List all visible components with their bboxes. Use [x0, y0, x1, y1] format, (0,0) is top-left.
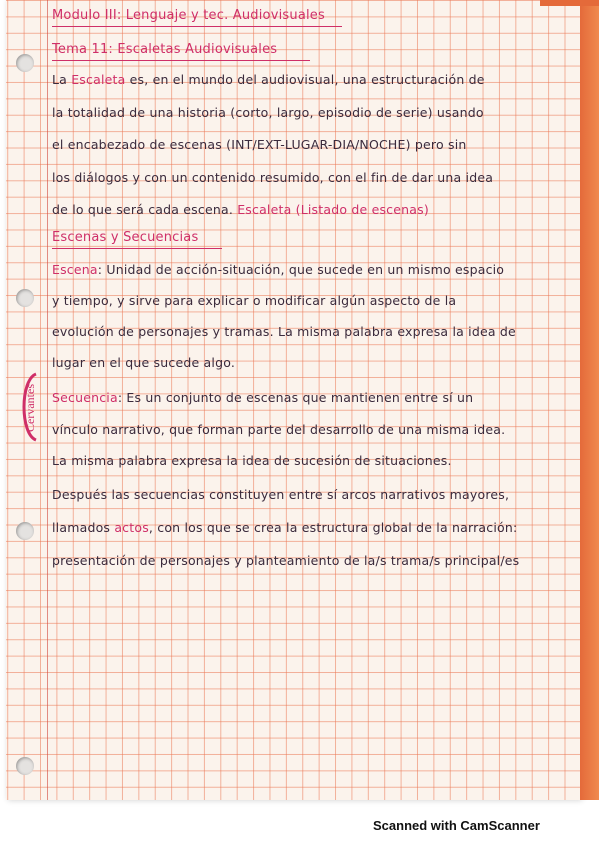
scanner-watermark: Scanned with CamScanner: [373, 818, 540, 833]
text-line: [52, 355, 235, 370]
binder-hole: [16, 522, 34, 540]
text-line: [52, 137, 467, 152]
text-run: los diálogos y con un contenido resumido, con el fin de dar una idea: [52, 169, 494, 185]
text-run: Después las secuencias constituyen entre sí arcos narrativos mayores,: [52, 487, 510, 502]
text-run: de lo que será cada escena.: [52, 202, 238, 217]
text-run: vínculo narrativo, que forman parte del desarrollo de una misma idea.: [52, 421, 506, 437]
text-line: [52, 262, 504, 277]
text-run: : Unidad de acción-situación, que sucede en un mismo espacio: [97, 262, 505, 277]
text-run: , con los que se crea la estructura global de la narración:: [148, 520, 518, 535]
section-underline: [52, 248, 222, 249]
topic-title: Tema 11: Escaletas Audiovisuales: [52, 42, 278, 57]
text-run: presentación de personajes y planteamiento de la/s trama/s principal/es: [52, 553, 520, 568]
page-edge-band: [580, 0, 599, 800]
text-run: evolución de personajes y tramas. La misma palabra expresa la idea de: [52, 324, 516, 339]
text-line: [52, 170, 493, 185]
text-run: el encabezado de escenas (INT/EXT-LUGAR-DIA/NOCHE) pero sin: [52, 137, 467, 152]
topic-underline: [52, 60, 310, 61]
text-line: [52, 422, 505, 437]
highlight-term: actos: [114, 520, 149, 535]
highlight-term: Escaleta (Listado de escenas): [237, 202, 429, 217]
text-run: La: [52, 72, 72, 87]
highlight-term: Secuencia: [52, 390, 118, 405]
highlight-term: Escena: [52, 262, 98, 277]
text-line: [52, 553, 519, 568]
highlight-term: Escaleta: [71, 72, 126, 87]
text-run: lugar en el que sucede algo.: [52, 355, 236, 370]
text-run: es, en el mundo del audiovisual, una estructuración de: [125, 72, 485, 87]
text-run: llamados: [52, 520, 115, 535]
text-line: [52, 520, 517, 535]
text-line: [52, 453, 452, 468]
text-line: [52, 487, 509, 502]
text-line: [52, 390, 473, 405]
module-underline: [52, 26, 342, 27]
module-title: Modulo III: Lenguaje y tec. Audiovisuales: [52, 8, 325, 23]
binder-hole: [16, 757, 34, 775]
brand-text: Cervantes: [23, 384, 37, 432]
binder-hole: [16, 54, 34, 72]
text-line: [52, 72, 485, 87]
binder-hole: [16, 289, 34, 307]
text-run: La misma palabra expresa la idea de sucesión de situaciones.: [52, 453, 452, 468]
text-run: la totalidad de una historia (corto, largo, episodio de serie) usando: [52, 104, 484, 120]
cervantes-logo: [14, 372, 46, 442]
text-line: [52, 324, 516, 339]
text-line: [52, 202, 429, 217]
notebook-page: [6, 0, 580, 800]
text-line: [52, 105, 484, 120]
margin-rule: [47, 0, 48, 800]
page-edge-band-top: [540, 0, 599, 6]
text-run: y tiempo, y sirve para explicar o modificar algún aspecto de la: [52, 293, 457, 308]
section-title: Escenas y Secuencias: [52, 230, 199, 245]
text-line: [52, 293, 456, 308]
text-run: : Es un conjunto de escenas que mantienen entre sí un: [117, 390, 474, 405]
